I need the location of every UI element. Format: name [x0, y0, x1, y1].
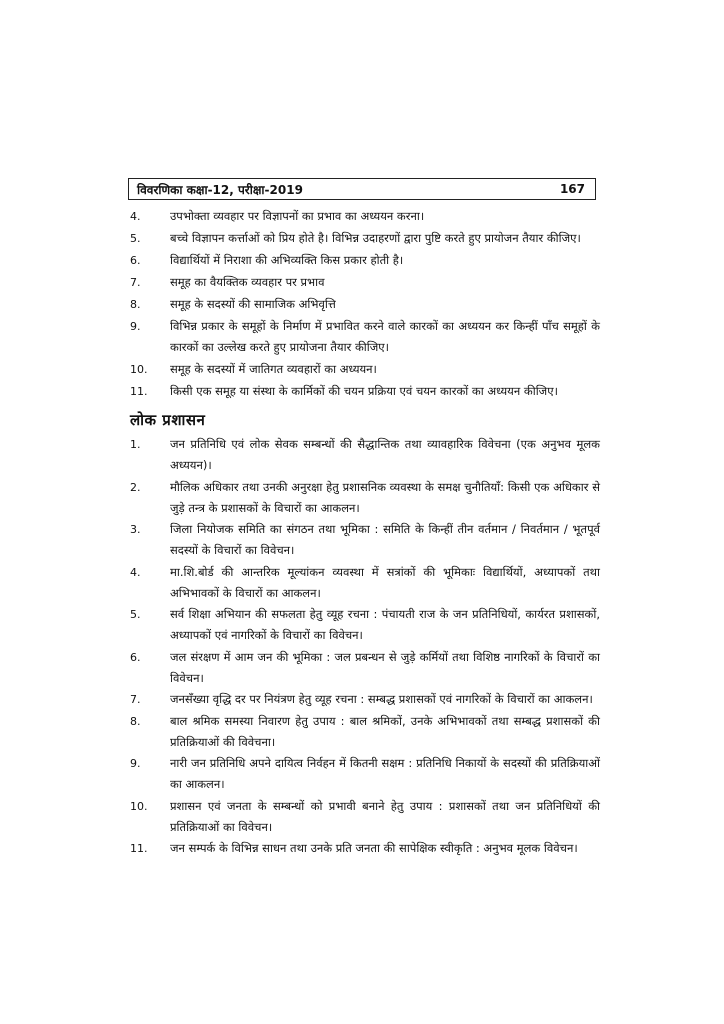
- list-item: [130, 796, 600, 838]
- public-administration-project-list: [130, 434, 600, 860]
- item-number: 5.: [130, 608, 141, 621]
- list-item: [130, 381, 600, 402]
- item-number: 2.: [130, 480, 141, 494]
- list-item: [130, 359, 600, 380]
- list-item: [130, 434, 600, 476]
- item-number: 11.: [130, 842, 148, 855]
- list-item: [130, 316, 600, 358]
- list-item: [130, 250, 600, 271]
- item-number: 10.: [130, 799, 148, 813]
- list-item: [130, 272, 600, 293]
- item-number: 7.: [130, 693, 141, 706]
- list-item: [130, 647, 600, 689]
- header-title: विवरणिका कक्षा-12, परीक्षा-2019: [137, 182, 303, 197]
- list-item: [130, 519, 600, 561]
- list-item: [130, 689, 600, 710]
- list-item: [130, 562, 600, 604]
- page-header: [128, 178, 596, 200]
- page-number: 167: [559, 182, 585, 196]
- item-text: समूह के सदस्यों में जातिगत व्यवहारों का अध्ययन।: [170, 362, 377, 376]
- item-text: उपभोक्ता व्यवहार पर विज्ञापनों का प्रभाव का अध्ययन करना।: [170, 209, 425, 223]
- item-text: किसी एक समूह या संस्था के कार्मिकों की चयन प्रक्रिया एवं चयन कारकों का अध्ययन कीजिए।: [170, 384, 558, 398]
- list-item: [130, 206, 600, 227]
- item-number: 5.: [130, 232, 141, 245]
- list-item: [130, 294, 600, 315]
- item-text: मा.शि.बोर्ड की आन्तरिक मूल्यांकन व्यवस्था में सत्रांकों की भूमिकाः विद्यार्थियों, अध्यापकों तथा अभिभावकों के विचारों का आकलन।: [170, 564, 600, 600]
- item-text: जन सम्पर्क के विभिन्न साधन तथा उनके प्रति जनता की सापेक्षिक स्वीकृति : अनुभव मूलक विवेचन।: [170, 841, 578, 855]
- psychology-project-list: [130, 206, 600, 403]
- item-text: नारी जन प्रतिनिधि अपने दायित्व निर्वहन में कितनी सक्षम : प्रतिनिधि निकायों के सदस्यों की प्रतिक्रियाओं का आकलन।: [170, 756, 600, 791]
- item-number: 3.: [130, 523, 141, 536]
- item-text: जिला नियोजक समिति का संगठन तथा भूमिका : समिति के किन्हीं तीन वर्तमान / निवर्तमान / भूतपूर्व सदस्यों के विचारों का विवेचन।: [170, 522, 600, 557]
- item-number: 4.: [130, 210, 141, 223]
- item-number: 9.: [130, 757, 141, 770]
- item-text: मौलिक अधिकार तथा उनकी अनुरक्षा हेतु प्रशासनिक व्यवस्था के समक्ष चुनौतियाँ: किसी एक अधिकार से जुड़े तन्त्र के प्रशासकों के विचारों का आकलन।: [170, 479, 600, 515]
- item-number: 6.: [130, 650, 141, 664]
- item-text: समूह का वैयक्तिक व्यवहार पर प्रभाव: [170, 275, 325, 289]
- item-number: 8.: [130, 298, 141, 311]
- item-text: जनसँख्या वृद्धि दर पर नियंत्रण हेतु व्यूह रचना : सम्बद्ध प्रशासकों एवं नागरिकों के विचारों का आकलन।: [170, 692, 593, 706]
- item-number: 8.: [130, 714, 141, 728]
- list-item: [130, 838, 600, 859]
- list-item: [130, 711, 600, 753]
- item-number: 1.: [130, 438, 141, 451]
- item-number: 11.: [130, 385, 148, 398]
- list-item: [130, 477, 600, 519]
- section-heading-public-administration: लोक प्रशासन: [130, 411, 206, 429]
- item-text: जल संरक्षण में आम जन की भूमिका : जल प्रबन्धन से जुड़े कर्मियों तथा विशिष्ठ नागरिकों के विचारों का विवेचन।: [170, 649, 600, 685]
- list-item: [130, 604, 600, 646]
- item-text: बाल श्रमिक समस्या निवारण हेतु उपाय : बाल श्रमिकों, उनके अभिभावकों तथा सम्बद्ध प्रशासकों की प्रतिक्रियाओं की विवेचना।: [170, 713, 600, 749]
- item-number: 7.: [130, 276, 141, 289]
- item-text: जन प्रतिनिधि एवं लोक सेवक सम्बन्धों की सैद्धान्तिक तथा व्यावहारिक विवेचना (एक अनुभव मूलक अध्ययन)।: [170, 437, 600, 472]
- item-number: 9.: [130, 320, 141, 333]
- list-item: [130, 228, 600, 249]
- item-text: विद्यार्थियों में निराशा की अभिव्यक्ति किस प्रकार होती है।: [170, 253, 404, 267]
- item-text: प्रशासन एवं जनता के सम्बन्धों को प्रभावी बनाने हेतु उपाय : प्रशासकों तथा जन प्रतिनिधियों की प्रतिक्रियाओं का विवेचन।: [170, 798, 600, 834]
- item-text: विभिन्न प्रकार के समूहों के निर्माण में प्रभावित करने वाले कारकों का अध्ययन कर किन्हीं पाँच समूहों के कारकों का उल्लेख करते हुए प्रायोजना तैयार कीजिए।: [170, 319, 600, 354]
- item-text: बच्चे विज्ञापन कर्त्ताओं को प्रिय होते है। विभिन्न उदाहरणों द्वारा पुष्टि करते हुए प्रायोजन तैयार कीजिए।: [170, 231, 581, 245]
- item-number: 10.: [130, 363, 148, 376]
- item-number: 6.: [130, 254, 141, 267]
- item-text: समूह के सदस्यों की सामाजिक अभिवृत्ति: [170, 297, 336, 311]
- item-text: सर्व शिक्षा अभियान की सफलता हेतु व्यूह रचना : पंचायती राज के जन प्रतिनिधियों, कार्यरत प्रशासकों, अध्यापकों एवं नागरिकों के विचारों का विवेचन।: [170, 607, 600, 642]
- item-number: 4.: [130, 565, 141, 579]
- list-item: [130, 753, 600, 795]
